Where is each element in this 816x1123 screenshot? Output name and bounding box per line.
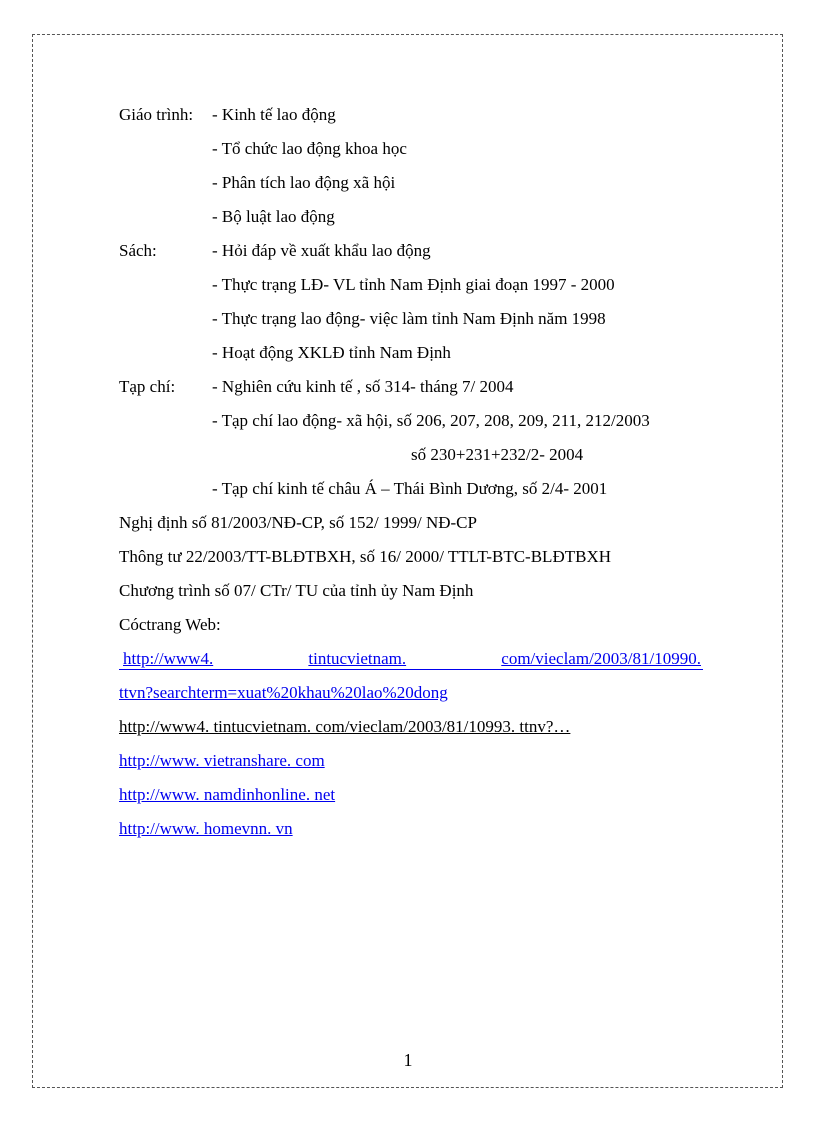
tap-chi-row-3 <box>119 443 719 477</box>
tap-chi-row-4 <box>119 477 719 511</box>
tap-chi-item: - Tạp chí kinh tế châu Á – Thái Bình Dương, số 2/4- 2001 <box>212 479 608 498</box>
sach-item: - Hỏi đáp về xuất khẩu lao động <box>212 241 431 260</box>
circular-row <box>119 545 719 579</box>
link-1[interactable] <box>123 647 701 671</box>
link-1-part: http://www4. <box>123 649 214 668</box>
decree-row <box>119 511 719 545</box>
link-2-row <box>119 715 719 749</box>
web-heading-row <box>119 613 719 647</box>
web-heading: Cóctrang Web: <box>119 615 221 634</box>
sach-item: - Thực trạng lao động- việc làm tỉnh Nam Định năm 1998 <box>212 309 606 328</box>
giao-trinh-item: - Kinh tế lao động <box>212 105 336 124</box>
link-1-cont-row <box>119 681 719 715</box>
sach-item: - Thực trạng LĐ- VL tỉnh Nam Định giai đoạn 1997 - 2000 <box>212 275 615 294</box>
link-2[interactable]: http://www4. tintucvietnam. com/vieclam/2003/81/10993. ttnv?… <box>119 717 571 736</box>
tap-chi-row-1 <box>119 375 719 409</box>
program-row <box>119 579 719 613</box>
sach-row-4 <box>119 341 719 375</box>
decree-text: Nghị định số 81/2003/NĐ-CP, số 152/ 1999/ NĐ-CP <box>119 513 477 532</box>
page-number: 1 <box>403 1050 413 1070</box>
giao-trinh-item: - Bộ luật lao động <box>212 207 335 226</box>
sach-item: - Hoạt động XKLĐ tỉnh Nam Định <box>212 343 451 362</box>
link-4-row <box>119 783 719 817</box>
link-5[interactable]: http://www. homevnn. vn <box>119 819 293 838</box>
tap-chi-row-2 <box>119 409 719 443</box>
sach-row-3 <box>119 307 719 341</box>
tap-chi-item-continuation: số 230+231+232/2- 2004 <box>411 445 584 464</box>
tap-chi-label: Tạp chí: <box>119 377 176 396</box>
tap-chi-item: - Tạp chí lao động- xã hội, số 206, 207, 208, 209, 211, 212/2003 <box>212 411 650 430</box>
giao-trinh-row-3 <box>119 171 719 205</box>
program-text: Chương trình số 07/ CTr/ TU của tỉnh ủy Nam Định <box>119 581 474 600</box>
giao-trinh-label: Giáo trình: <box>119 105 194 124</box>
link-1-row <box>119 647 719 681</box>
sach-row-1 <box>119 239 719 273</box>
link-3-row <box>119 749 719 783</box>
link-1-part: tintucvietnam. <box>308 649 407 668</box>
circular-text: Thông tư 22/2003/TT-BLĐTBXH, số 16/ 2000/ TTLT-BTC-BLĐTBXH <box>119 547 611 566</box>
tap-chi-item: - Nghiên cứu kinh tế , số 314- tháng 7/ 2004 <box>212 377 514 396</box>
link-1-continuation[interactable]: ttvn?searchterm=xuat%20khau%20lao%20dong <box>119 683 448 702</box>
giao-trinh-row-2 <box>119 137 719 171</box>
giao-trinh-row-4 <box>119 205 719 239</box>
giao-trinh-row-1 <box>119 103 719 137</box>
sach-row-2 <box>119 273 719 307</box>
link-1-part: com/vieclam/2003/81/10990. <box>501 649 701 668</box>
giao-trinh-item: - Tổ chức lao động khoa học <box>212 139 407 158</box>
giao-trinh-item: - Phân tích lao động xã hội <box>212 173 396 192</box>
sach-label: Sách: <box>119 241 157 260</box>
references-content <box>119 103 719 851</box>
link-4[interactable]: http://www. namdinhonline. net <box>119 785 336 804</box>
link-3[interactable]: http://www. vietranshare. com <box>119 751 325 770</box>
link-5-row <box>119 817 719 851</box>
